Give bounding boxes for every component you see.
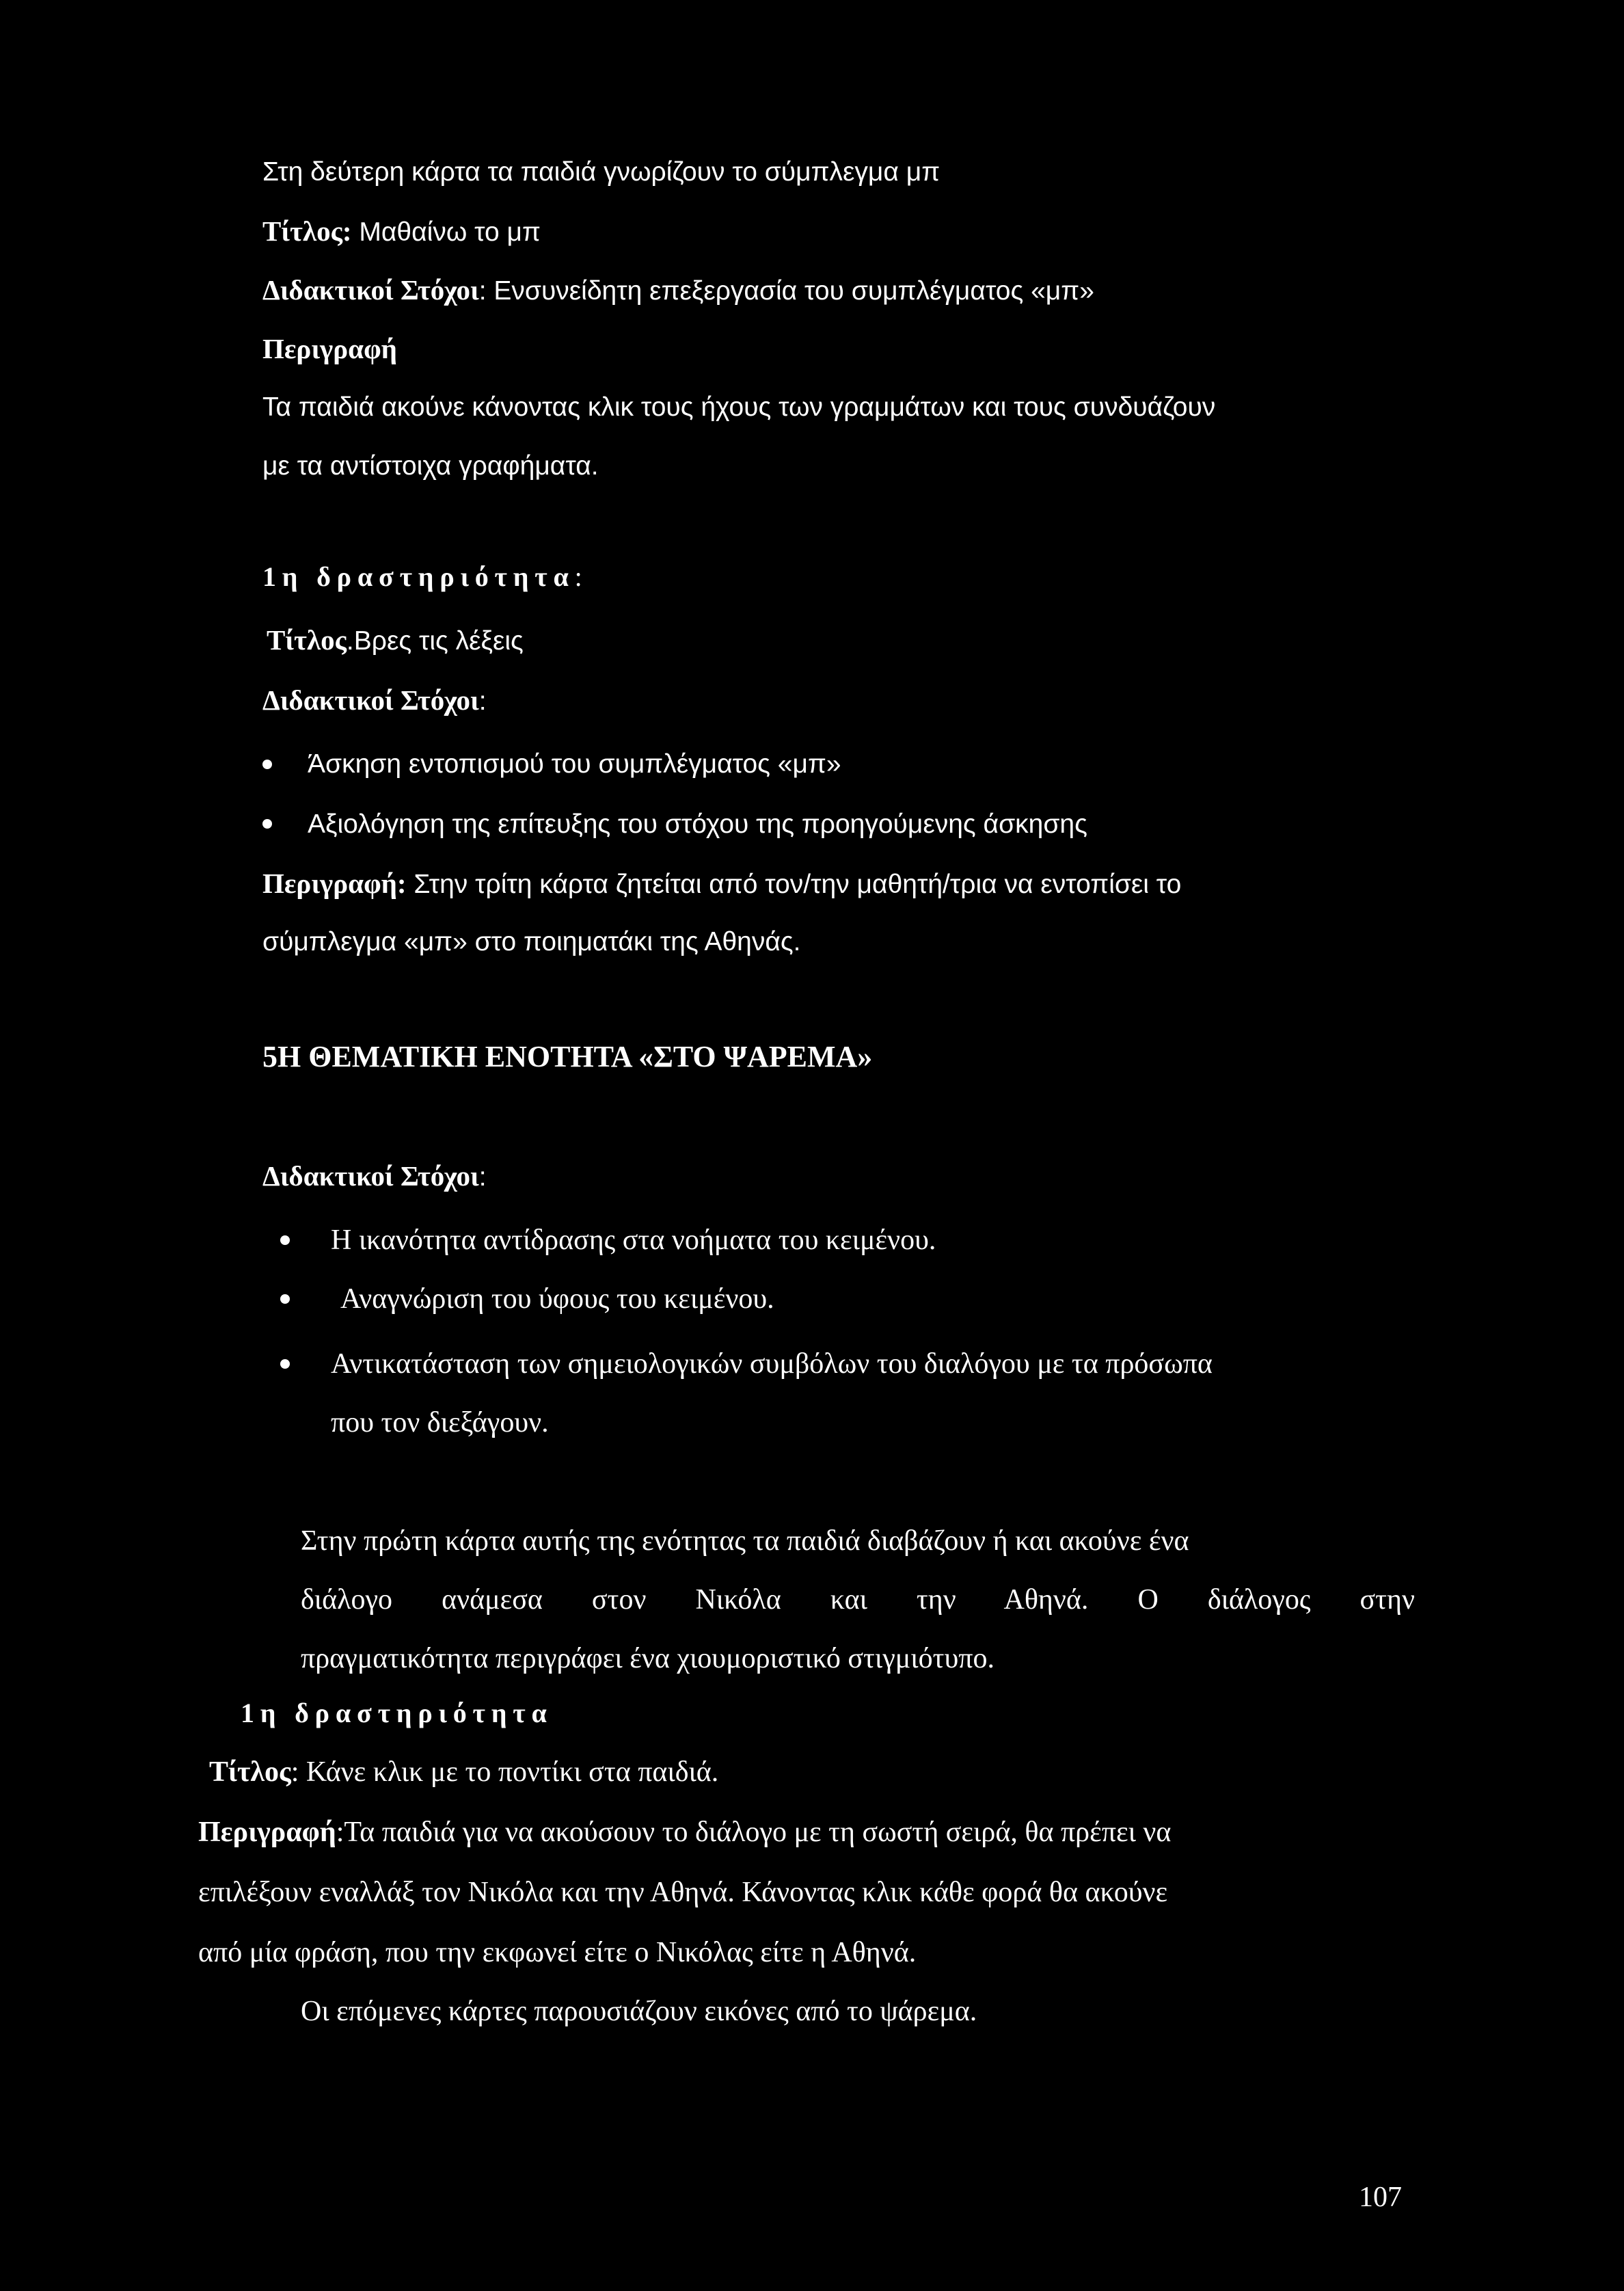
page-number: 107 bbox=[1359, 2182, 1402, 2213]
card2-title bbox=[262, 213, 541, 250]
activity1-heading bbox=[262, 559, 588, 595]
title-value: Μαθαίνω το μπ bbox=[351, 217, 541, 247]
goals-colon: : bbox=[478, 686, 487, 716]
unit5-goal-item-cont: που τον διεξάγουν. bbox=[331, 1407, 549, 1438]
activity1-heading-colon: : bbox=[574, 561, 588, 592]
activity1-goals-label bbox=[262, 682, 487, 719]
activity1-goal-item: Άσκηση εντοπισμού του συμπλέγματος «μπ» bbox=[308, 749, 841, 779]
activity1-goal-item: Αξιολόγηση της επίτευξης του στόχου της προηγούμενης άσκησης bbox=[308, 809, 1087, 839]
unit5-closing-line: Οι επόμενες κάρτες παρουσιάζουν εικόνες από το ψάρεμα. bbox=[301, 1996, 977, 2027]
activity1-heading-text: 1η δραστηριότητα bbox=[262, 561, 575, 592]
unit5-intro-line: πραγματικότητα περιγράφει ένα χιουμοριστικό στιγμιότυπο. bbox=[301, 1643, 994, 1674]
card2-desc-line: Τα παιδιά ακούνε κάνοντας κλικ τους ήχους των γραμμάτων και τους συνδυάζουν bbox=[262, 392, 1216, 422]
goals-colon: : bbox=[478, 1162, 487, 1192]
bullet-icon bbox=[280, 1294, 290, 1304]
card2-goals bbox=[262, 272, 1094, 309]
card2-desc-label: Περιγραφή bbox=[262, 333, 397, 364]
title-label: Τίτλος bbox=[209, 1756, 291, 1788]
goals-label: Διδακτικοί Στόχοι bbox=[262, 1160, 479, 1192]
intro-line: Στη δεύτερη κάρτα τα παιδιά γνωρίζουν το σύμπλεγμα μπ bbox=[262, 157, 940, 187]
unit5-intro-line: Στην πρώτη κάρτα αυτής της ενότητας τα παιδιά διαβάζουν ή και ακούνε ένα bbox=[301, 1525, 1189, 1557]
card2-desc-line: με τα αντίστοιχα γραφήματα. bbox=[262, 451, 599, 481]
title-label: Τίτλος bbox=[267, 624, 347, 656]
unit5-goal-item: Η ικανότητα αντίδρασης στα νοήματα του κειμένου. bbox=[331, 1224, 936, 1256]
unit5-heading: 5Η ΘΕΜΑΤΙΚΗ ΕΝΟΤΗΤΑ «ΣΤΟ ΨΑΡΕΜΑ» bbox=[262, 1040, 873, 1073]
activity1-desc-line: σύμπλεγμα «μπ» στο ποιηματάκι της Αθηνάς. bbox=[262, 927, 801, 956]
unit5-activity1-desc bbox=[198, 1814, 1171, 1850]
unit5-goal-item: Αντικατάσταση των σημειολογικών συμβόλων του διαλόγου με τα πρόσωπα bbox=[331, 1348, 1213, 1380]
bullet-icon bbox=[262, 760, 272, 769]
bullet-icon bbox=[280, 1359, 290, 1369]
goals-label: Διδακτικοί Στόχοι bbox=[262, 684, 479, 716]
goals-value: : Ενσυνείδητη επεξεργασία του συμπλέγματος «μπ» bbox=[478, 276, 1094, 306]
bullet-icon bbox=[262, 819, 272, 829]
unit5-activity1-heading: 1η δραστηριότητα bbox=[241, 1698, 553, 1728]
goals-label: Διδακτικοί Στόχοι bbox=[262, 274, 479, 306]
desc-label: Περιγραφή bbox=[198, 1817, 336, 1848]
unit5-activity1-desc-line: επιλέξουν εναλλάξ τον Νικόλα και την Αθηνά. Κάνοντας κλικ κάθε φορά θα ακούνε bbox=[198, 1877, 1168, 1908]
unit5-activity1-title bbox=[209, 1754, 718, 1790]
desc-label: Περιγραφή: bbox=[262, 868, 407, 899]
activity1-title bbox=[267, 622, 524, 659]
unit5-activity1-desc-line: από μία φράση, που την εκφωνεί είτε ο Νικόλας είτε η Αθηνά. bbox=[198, 1937, 917, 1968]
bullet-icon bbox=[280, 1235, 290, 1245]
title-label: Τίτλος: bbox=[262, 215, 352, 247]
desc-text: :Τα παιδιά για να ακούσουν το διάλογο με τη σωστή σειρά, θα πρέπει να bbox=[336, 1817, 1172, 1848]
unit5-goal-item: Αναγνώριση του ύφους του κειμένου. bbox=[340, 1283, 774, 1315]
unit5-intro-line: διάλογο ανάμεσα στον Νικόλα και την Αθηνά. Ο διάλογος στην bbox=[301, 1584, 1415, 1616]
activity1-desc bbox=[262, 866, 1181, 902]
title-value: .Βρες τις λέξεις bbox=[346, 626, 524, 656]
desc-text: Στην τρίτη κάρτα ζητείται από τον/την μαθητή/τρια να εντοπίσει το bbox=[406, 870, 1182, 899]
unit5-goals-label bbox=[262, 1158, 487, 1195]
title-value: : Κάνε κλικ με το ποντίκι στα παιδιά. bbox=[290, 1756, 719, 1788]
